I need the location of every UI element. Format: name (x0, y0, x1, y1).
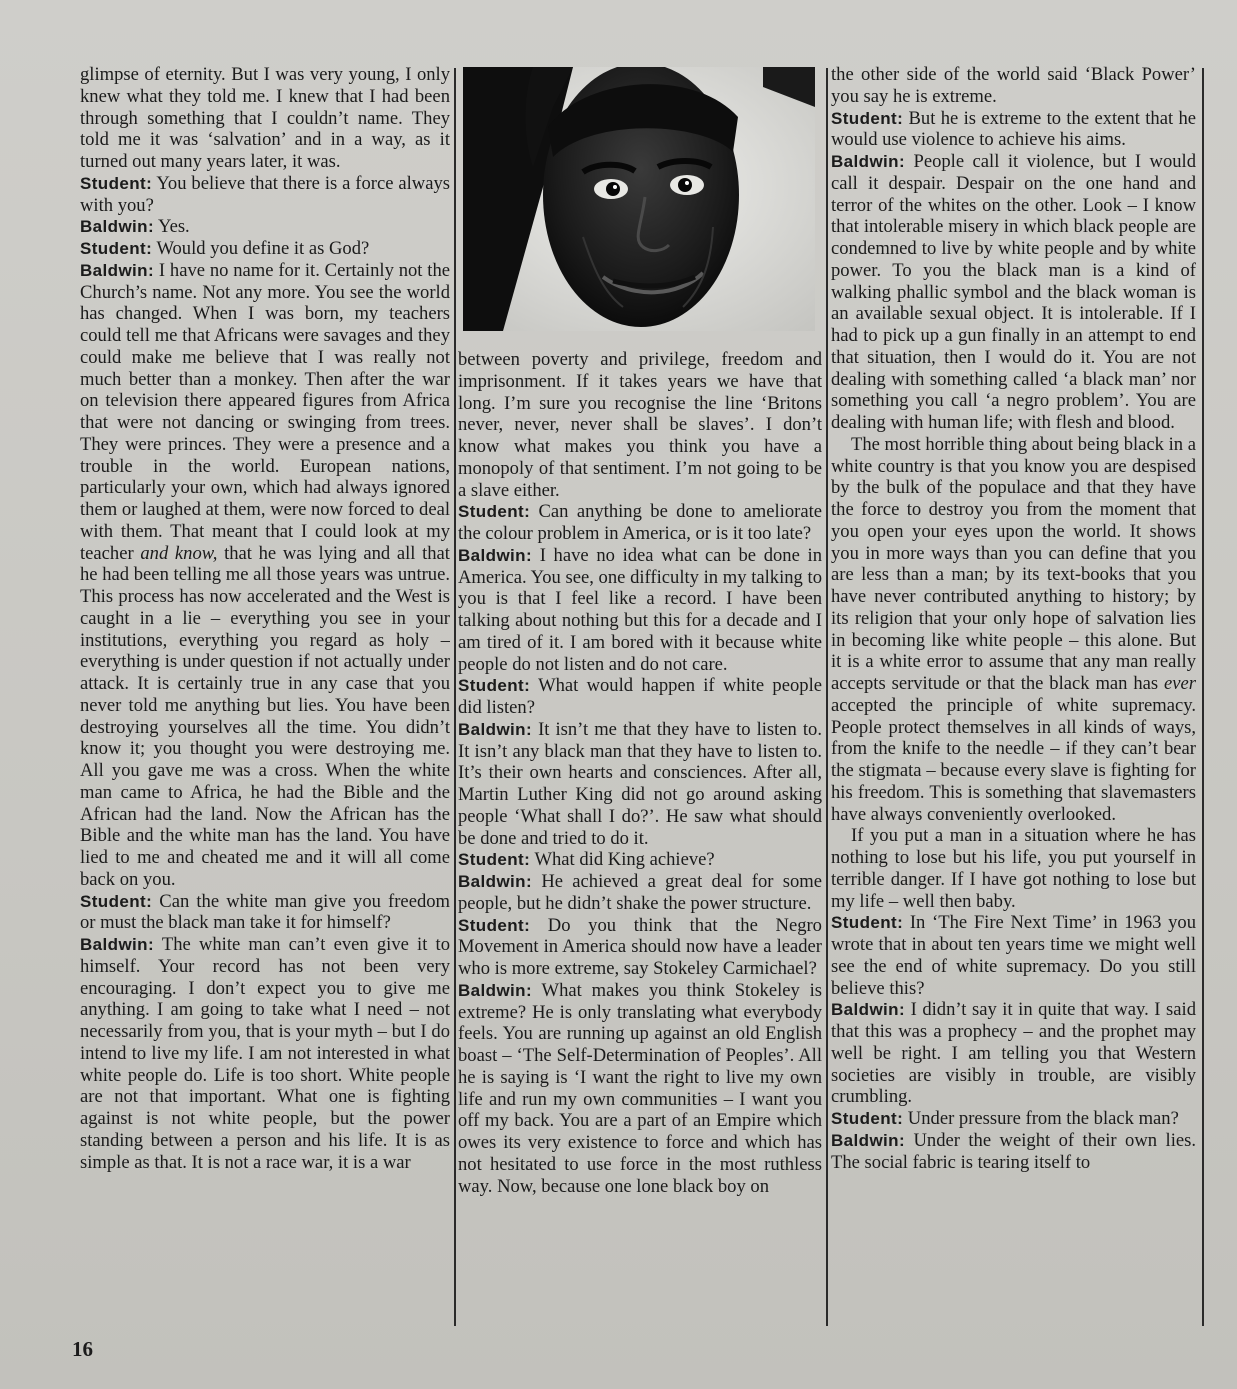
speaker-label: Baldwin: (80, 217, 155, 237)
speaker-label: Student: (80, 239, 153, 258)
speaker-label: Baldwin: (458, 545, 533, 565)
text-column-1 (80, 64, 450, 1329)
speaker-label: Baldwin: (458, 872, 533, 891)
speaker-label: Baldwin: (458, 980, 533, 1000)
dialogue-line: Student: Would you define it as God? (80, 238, 370, 259)
column-divider (1202, 68, 1204, 1326)
dialogue-line: Student: What did King achieve? (458, 849, 715, 871)
text-run: that he was lying and all that he had been telling me all those years was untrue. This process has now accelerated and the West is caught in a lie – everything you see in your institutions, everything you regard as holy – everything is under question if not actually under attack. It is certainly true in any case that you never told me anything but lies. You have been destroying yourselves all the time. You didn’t know it; you thought you were destroying me. All you gave me was a cross. When the white man came to Africa, he had the Bible and the African had the land. Now the African has the Bible and the white man has the land. You have lied to me and cheated me and it will all come back on you. (80, 542, 450, 890)
dialogue-line: Baldwin: I have no idea what can be done in America. You see, one difficulty in my talking to you is that I feel like a record. I have been talking about nothing but this for a decade and I am tired of it. I am bored with it because white people do not listen and do not care. (458, 544, 822, 675)
speaker-label: Baldwin: (458, 719, 533, 739)
paragraph: If you put a man in a situation where he has nothing to lose but his life, you put yourself in terrible danger. If I have got nothing to lose but my life – well then baby. (831, 825, 1196, 912)
paragraph: between poverty and privilege, freedom and imprisonment. If it takes years we have that long. I’m sure you recognise the line ‘Britons never, never, never shall be slaves’. I don’t know what makes you think you have a monopoly of that sentiment. I’m not going to be a slave either. (458, 349, 822, 501)
speaker-label: Student: (831, 108, 904, 128)
portrait-photo (463, 67, 815, 331)
dialogue-line: Student: Under pressure from the black man? (831, 1108, 1179, 1129)
dialogue-line: Baldwin: Yes. (80, 216, 190, 238)
paragraph: glimpse of eternity. But I was very young, I only knew what they told me. I knew that I had been through something that I couldn’t name. They told me it was ‘salvation’ and in a way, as it turned out many years later, it was. (80, 64, 450, 172)
dialogue-line: Student: You believe that there is a force always with you? (80, 172, 450, 216)
text-run: The most horrible thing about being black in a white country is that you know you are despised by the bulk of the populace and that they have the force to destroy you from the moment that you open your eyes upon the world. It shows you in more ways than you can define that you are less than a man; by its text-books that you have never contributed anything to history; by its religion that your only hope of salvation lies in becoming like white people – this alone. But it is a white error to assume that any man really accepts servitude or that the black man has (831, 433, 1196, 694)
speaker-label: Student: (80, 173, 153, 193)
paragraph (831, 434, 1196, 826)
text-run: I have no name for it. Certainly not the Church’s name. Not any more. You see the world has changed. When I was born, my teachers could tell me that Africans were savages and they could make me believe that I was really not much better than a monkey. Then after the war on television there appeared figures from Africa that were not dancing or swinging from trees. They were princes. They were a presence and a trouble in the world. European nations, particularly your own, which had always ignored them or laughed at them, were now forced to deal with them. That meant that I could look at my teacher and know, (80, 259, 450, 564)
dialogue-line: Baldwin: The white man can’t even give it to himself. Your record has not been very encouraging. I don’t expect you to give me anything. I am going to take what I need – not necessarily from you, that is your myth – but I do intend to live my life. I am not interested in what white people do. Life is too short. White people are not that important. What one is fighting against is not white people, but the power standing between a person and his life. It is as simple as that. It is not a race war, it is a war (80, 934, 450, 1173)
speaker-label: Student: (458, 915, 531, 935)
page-number: 16 (72, 1337, 93, 1361)
dialogue-line: Baldwin: I didn’t say it in quite that way. I said that this was a prophecy – and the prophet may well be right. I am telling you that Western societies are visibly in trouble, are visibly crumbling. (831, 999, 1196, 1108)
speaker-label: Student: (458, 502, 531, 522)
speaker-label: Student: (458, 850, 531, 870)
dialogue-line: Student: Do you think that the Negro Movement in America should now have a leader who is more extreme, say Stokeley Carmichael? (458, 914, 822, 979)
speaker-label: Student: (458, 676, 531, 696)
dialogue-line: Baldwin: Under the weight of their own lies. The social fabric is tearing itself to (831, 1129, 1196, 1173)
paragraph: the other side of the world said ‘Black Power’ you say he is extreme. (831, 64, 1196, 107)
speaker-label: Student: (831, 913, 904, 933)
text-column-3 (831, 64, 1196, 1329)
column-divider (826, 68, 828, 1326)
emphasis: and know, (140, 542, 218, 564)
text-column-2 (458, 349, 822, 1329)
column-divider (454, 68, 456, 1326)
emphasis: ever (1164, 673, 1196, 694)
dialogue-line: Student: But he is extreme to the extent that he would use violence to achieve his aims. (831, 107, 1196, 151)
dialogue-line: Baldwin: It isn’t me that they have to listen to. It isn’t any black man that they have to listen to. It’s their own hearts and consciences. After all, Martin Luther King did not go around asking people ‘What shall I do?’. He saw what should be done and tried to do it. (458, 718, 822, 849)
dialogue-line: Student: Can the white man give you freedom or must the black man take it for himself? (80, 890, 450, 934)
dialogue-line: Student: What would happen if white people did listen? (458, 675, 822, 718)
text-run: accepted the principle of white supremacy. People protect themselves in all kinds of ways, from the knife to the needle – if they can’t bear the stigmata – because every slave is fighting for his freedom. This is something that slavemasters have always conveniently overlooked. (831, 694, 1196, 825)
speaker-label: Baldwin: (80, 260, 155, 280)
speaker-label: Student: (80, 891, 153, 911)
dialogue-line (80, 260, 450, 891)
dialogue-line: Baldwin: People call it violence, but I would call it despair. Despair on the one hand and terror of the whites on the other. Look – I know that intolerable misery in which black people are condemned to live by white people and by white power. To you the black man is a kind of walking phallic symbol and the black woman is an available sexual object. It is intolerable. If I had to pick up a gun finally in an attempt to end that situation, then I would do it. You are not dealing with something called ‘a black man’ nor something you call ‘a negro problem’. You are dealing with human life; with flesh and blood. (831, 151, 1196, 433)
speaker-label: Baldwin: (831, 1000, 906, 1020)
speaker-label: Baldwin: (831, 152, 906, 171)
dialogue-line: Baldwin: He achieved a great deal for some people, but he didn’t shake the power structure. (458, 871, 822, 914)
dialogue-line: Baldwin: What makes you think Stokeley is extreme? He is only translating what everybody feels. You are running up against an old English boast – ‘The Self-Determination of Peoples’. All he is saying is ‘I want the right to live my own life and run my own communities – I want you off my back. You are a part of an Empire which owes its very existence to force and which has not hesitated to use force in the most ruthless way. Now, because one lone black boy on (458, 979, 822, 1197)
portrait-image (463, 67, 815, 331)
speaker-label: Student: (831, 1109, 904, 1128)
dialogue-line: Student: Can anything be done to ameliorate the colour problem in America, or is it too late? (458, 501, 822, 544)
speaker-label: Baldwin: (80, 935, 155, 954)
dialogue-line: Student: In ‘The Fire Next Time’ in 1963 you wrote that in about ten years time we might well see the end of white supremacy. Do you still believe this? (831, 912, 1196, 999)
speaker-label: Baldwin: (831, 1130, 906, 1150)
